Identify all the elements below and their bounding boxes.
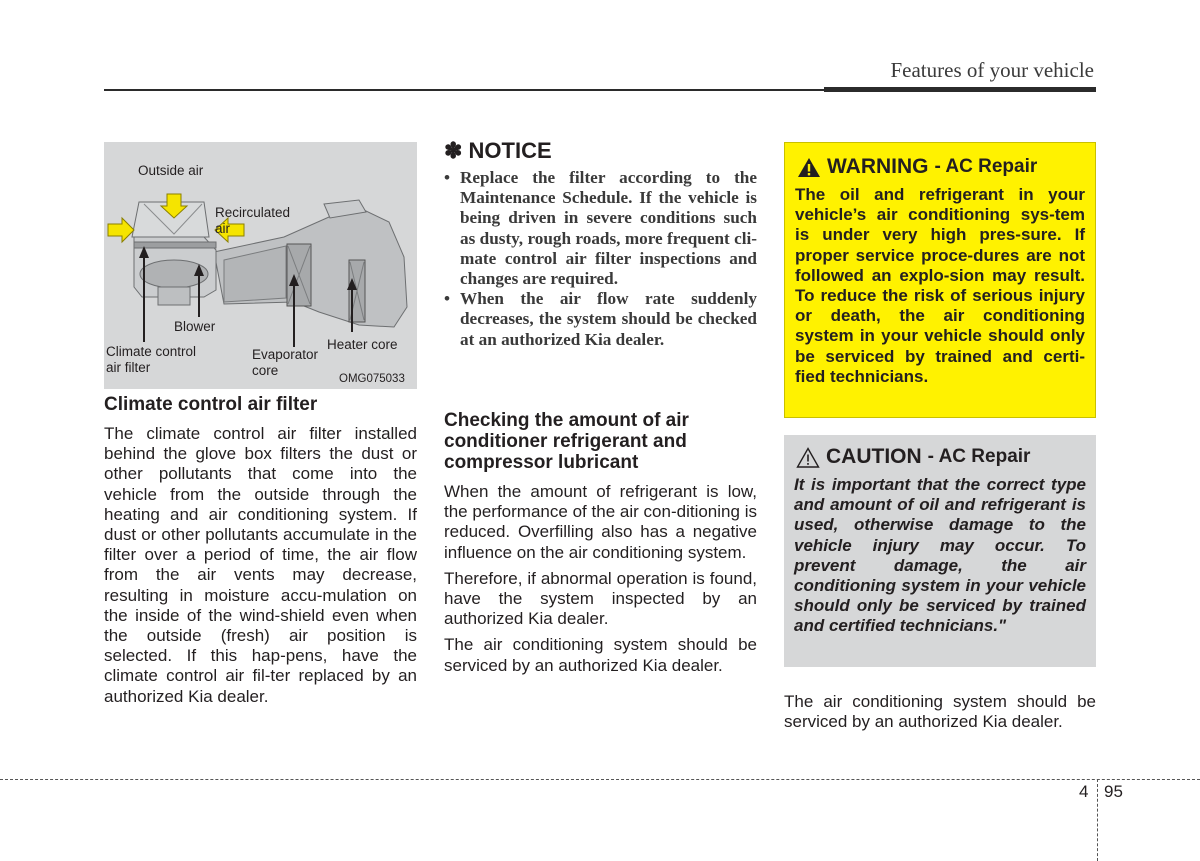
page-header-title: Features of your vehicle xyxy=(890,58,1094,82)
warning-heading xyxy=(797,155,1037,179)
air-filter-body xyxy=(104,424,417,713)
refrigerant-paragraph: When the amount of refrigerant is low, the performance of the air con-ditioning is reduced. Overfilling also has a negative influence on the air conditioning system. xyxy=(444,482,757,562)
figure-label-blower: Blower xyxy=(174,319,216,334)
figure-label-outside-air: Outside air xyxy=(138,163,204,178)
footer-divider xyxy=(0,779,1200,780)
section-heading-air-filter: Climate control air filter xyxy=(104,394,318,415)
page-number: 95 xyxy=(1104,782,1123,801)
caution-triangle-icon xyxy=(796,447,820,468)
figure-label-air-filter: Climate control air filter xyxy=(106,344,197,375)
air-filter-paragraph: The climate control air filter installed behind the glove box filters the dust or other pollutants that come into the vehicle from the outside through the heating and air conditioning system. If dust or other pollutants accumulate in the filter over a period of time, the air flow from the air vents may decrease, resulting in moisture accu-mulation on the inside of the wind-shield even when the outside (fresh) air position is selected. If this hap-pens, have the climate control air fil-ter replaced by an authorized Kia dealer. xyxy=(104,424,417,706)
notice-item: • Replace the filter according to the Maintenance Schedule. If the vehicle is being driven in severe conditions such as dusty, rough roads, more frequent cli-mate control air filter inspections and changes are required. xyxy=(444,168,757,289)
caution-title: CAUTION xyxy=(826,445,922,468)
notice-list xyxy=(444,168,757,350)
figure-label-recirculated-air: Recirculated air xyxy=(215,205,291,236)
notice-item: • When the air flow rate suddenly decreases, the system should be checked at an authorized Kia dealer. xyxy=(444,289,757,350)
warning-title: WARNING xyxy=(827,155,929,178)
notice-title: ✽ NOTICE xyxy=(444,138,552,163)
warning-box xyxy=(784,142,1096,418)
footer-vertical-divider xyxy=(1097,779,1098,861)
caution-box xyxy=(784,435,1096,667)
chapter-number: 4 xyxy=(1079,782,1089,801)
caution-subtitle: - AC Repair xyxy=(927,446,1031,467)
figure-label-evaporator: Evaporator core xyxy=(252,347,319,378)
header-rule xyxy=(104,89,824,91)
header-rule-accent xyxy=(824,87,1096,92)
figure-code: OMG075033 xyxy=(339,373,405,385)
warning-triangle-icon xyxy=(797,157,821,178)
warning-subtitle: - AC Repair xyxy=(934,156,1038,177)
caution-text: It is important that the correct type and amount of oil and refrigerant is used, otherwise damage to the vehicle injury may occur. To prevent damage, the air conditioning system in your vehicle should only be serviced by trained and certified technicians." xyxy=(794,475,1086,636)
figure-label-heater-core: Heater core xyxy=(327,337,398,352)
right-closing-paragraph: The air conditioning system should be serviced by an authorized Kia dealer. xyxy=(784,692,1096,732)
air-filter-diagram xyxy=(104,142,417,389)
refrigerant-paragraph: The air conditioning system should be serviced by an authorized Kia dealer. xyxy=(444,635,757,675)
right-closing-text xyxy=(784,692,1096,738)
warning-text: The oil and refrigerant in your vehicle’s air conditioning sys-tem is under very high pres-sure. If proper service proce-dures are not followed an explo-sion may result. To reduce the risk of serious injury or death, the air conditioning system in your vehicle should only be serviced by trained and certi-fied technicians. xyxy=(795,185,1085,386)
refrigerant-body xyxy=(444,482,757,682)
refrigerant-paragraph: Therefore, if abnormal operation is found, have the system inspected by an authorized Kia dealer. xyxy=(444,568,757,629)
caution-heading xyxy=(796,445,1030,469)
section-heading-refrigerant: Checking the amount of air conditioner refrigerant and compressor lubricant xyxy=(444,410,689,473)
